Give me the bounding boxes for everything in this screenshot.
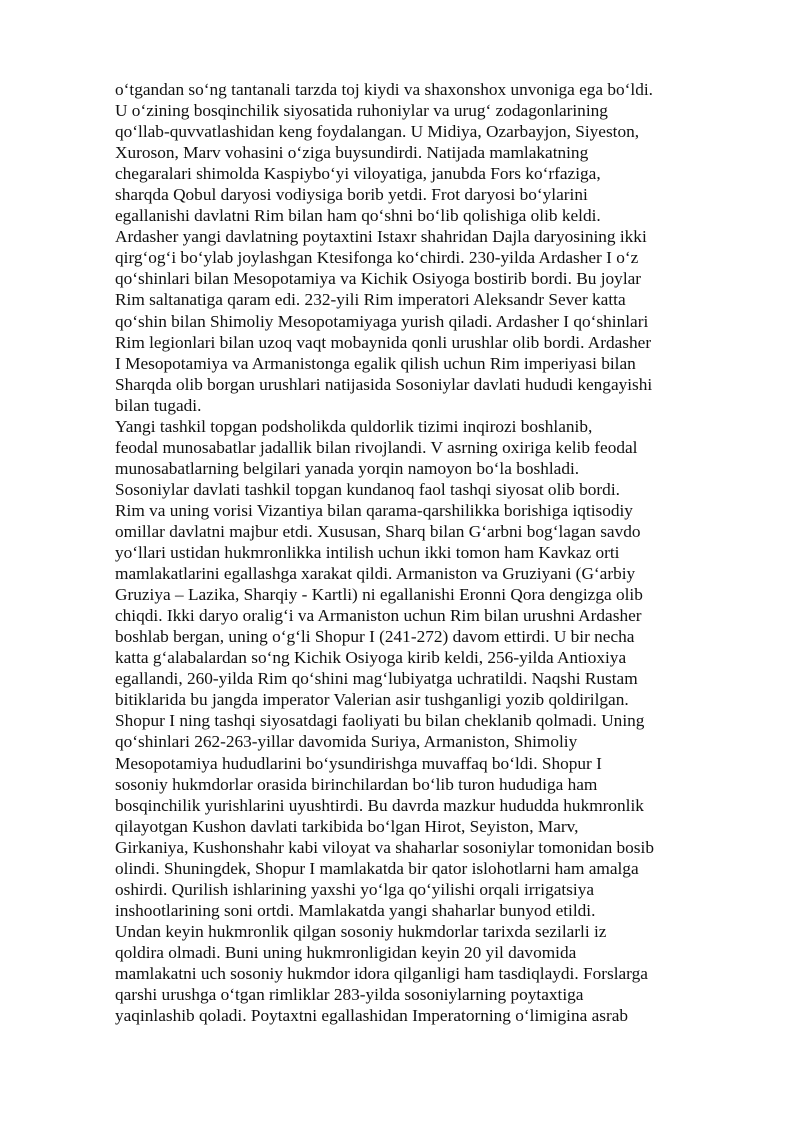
text-line: qirg‘og‘i bo‘ylab joylashgan Ktesifonga ko‘chirdi. 230-yilda Ardasher I o‘z	[115, 248, 639, 268]
text-line: Xuroson, Marv vohasini o‘ziga buysundirdi. Natijada mamlakatning	[115, 143, 589, 163]
text-line: Rim saltanatiga qaram edi. 232-yili Rim imperatori Aleksandr Sever katta	[115, 290, 626, 310]
text-line: Rim va uning vorisi Vizantiya bilan qarama-qarshilikka borishiga iqtisodiy	[115, 500, 633, 520]
text-line: bilan tugadi.	[115, 395, 202, 415]
text-line: Undan keyin hukmronlik qilgan sosoniy hukmdorlar tarixda sezilarli iz	[115, 921, 607, 941]
text-line: egallanishi davlatni Rim bilan ham qo‘shni bo‘lib qolishiga olib keldi.	[115, 206, 601, 226]
text-line: qo‘shinlari 262-263-yillar davomida Suriya, Armaniston, Shimoliy	[115, 732, 578, 752]
text-line: qarshi urushga o‘tgan rimliklar 283-yilda sosoniylarning poytaxtiga	[115, 985, 584, 1005]
text-line: chegaralari shimolda Kaspiybo‘yi viloyatiga, janubda Fors ko‘rfaziga,	[115, 164, 601, 184]
text-line: yaqinlashib qoladi. Poytaxtni egallashidan Imperatorning o‘limigina asrab	[115, 1006, 629, 1026]
text-line: Shopur I ning tashqi siyosatdagi faoliyati bu bilan cheklanib qolmadi. Uning	[115, 711, 645, 731]
text-line: sharqda Qobul daryosi vodiysiga borib yetdi. Frot daryosi bo‘ylarini	[115, 185, 588, 205]
text-line: Rim legionlari bilan uzoq vaqt mobaynida qonli urushlar olib bordi. Ardasher	[115, 332, 652, 352]
text-line: yo‘llari ustidan hukmronlikka intilish uchun ikki tomon ham Kavkaz orti	[115, 543, 620, 563]
document-page	[115, 79, 715, 1026]
text-line: bosqinchilik yurishlarini uyushtirdi. Bu davrda mazkur hududda hukmronlik	[115, 795, 644, 815]
text-line: qilayotgan Kushon davlati tarkibida bo‘lgan Hirot, Seyiston, Marv,	[115, 816, 579, 836]
text-line: Sosoniylar davlati tashkil topgan kundanoq faol tashqi siyosat olib bordi.	[115, 479, 620, 499]
document-text	[115, 79, 715, 1026]
text-line: omillar davlatni majbur etdi. Xususan, Sharq bilan G‘arbni bog‘lagan savdo	[115, 521, 641, 541]
text-line: qo‘shinlari bilan Mesopotamiya va Kichik Osiyoga bostirib bordi. Bu joylar	[115, 269, 642, 289]
text-line: U o‘zining bosqinchilik siyosatida ruhoniylar va urug‘ zodagonlarining	[115, 101, 608, 121]
text-line: chiqdi. Ikki daryo oralig‘i va Armaniston uchun Rim bilan urushni Ardasher	[115, 606, 642, 626]
text-line: boshlab bergan, uning o‘g‘li Shopur I (241-272) davom ettirdi. U bir necha	[115, 627, 635, 647]
text-line: Girkaniya, Kushonshahr kabi viloyat va shaharlar sosoniylar tomonidan bosib	[115, 837, 654, 857]
text-line: feodal munosabatlar jadallik bilan rivojlandi. V asrning oxiriga kelib feodal	[115, 437, 638, 457]
text-line: Sharqda olib borgan urushlari natijasida Sosoniylar davlati hududi kengayishi	[115, 374, 653, 394]
text-line: egallandi, 260-yilda Rim qo‘shini mag‘lubiyatga uchratildi. Naqshi Rustam	[115, 669, 638, 689]
text-line: inshootlarining soni ortdi. Mamlakatda yangi shaharlar bunyod etildi.	[115, 900, 596, 920]
text-line: katta g‘alabalardan so‘ng Kichik Osiyoga kirib keldi, 256-yilda Antioxiya	[115, 648, 627, 668]
text-line: bitiklarida bu jangda imperator Valerian asir tushganligi yozib qoldirilgan.	[115, 690, 629, 710]
text-line: Ardasher yangi davlatning poytaxtini Istaxr shahridan Dajla daryosining ikki	[115, 227, 647, 247]
text-line: o‘tgandan so‘ng tantanali tarzda toj kiydi va shaxonshox unvoniga ega bo‘ldi.	[115, 80, 653, 99]
text-line: Gruziya – Lazika, Sharqiy - Kartli) ni egallanishi Eronni Qora dengizga olib	[115, 585, 643, 605]
text-line: I Mesopotamiya va Armanistonga egalik qilish uchun Rim imperiyasi bilan	[115, 353, 636, 373]
text-line: Mesopotamiya hududlarini bo‘ysundirishga muvaffaq bo‘ldi. Shopur I	[115, 753, 602, 773]
text-line: munosabatlarning belgilari yanada yorqin namoyon bo‘la boshladi.	[115, 458, 580, 478]
text-line: mamlakatni uch sosoniy hukmdor idora qilganligi ham tasdiqlaydi. Forslarga	[115, 963, 648, 983]
text-line: qo‘shin bilan Shimoliy Mesopotamiyaga yurish qiladi. Ardasher I qo‘shinlari	[115, 311, 649, 331]
text-line: olindi. Shuningdek, Shopur I mamlakatda bir qator islohotlarni ham amalga	[115, 858, 639, 878]
text-line: sosoniy hukmdorlar orasida birinchilardan bo‘lib turon hududiga ham	[115, 774, 598, 794]
text-line: oshirdi. Qurilish ishlarining yaxshi yo‘lga qo‘yilishi orqali irrigatsiya	[115, 879, 595, 899]
text-line: qo‘llab-quvvatlashidan keng foydalangan. U Midiya, Ozarbayjon, Siyeston,	[115, 122, 640, 142]
text-line: mamlakatlarini egallashga xarakat qildi. Armaniston va Gruziyani (G‘arbiy	[115, 564, 636, 584]
text-line: Yangi tashkil topgan podsholikda quldorlik tizimi inqirozi boshlanib,	[115, 416, 593, 436]
text-line: qoldira olmadi. Buni uning hukmronligidan keyin 20 yil davomida	[115, 942, 577, 962]
